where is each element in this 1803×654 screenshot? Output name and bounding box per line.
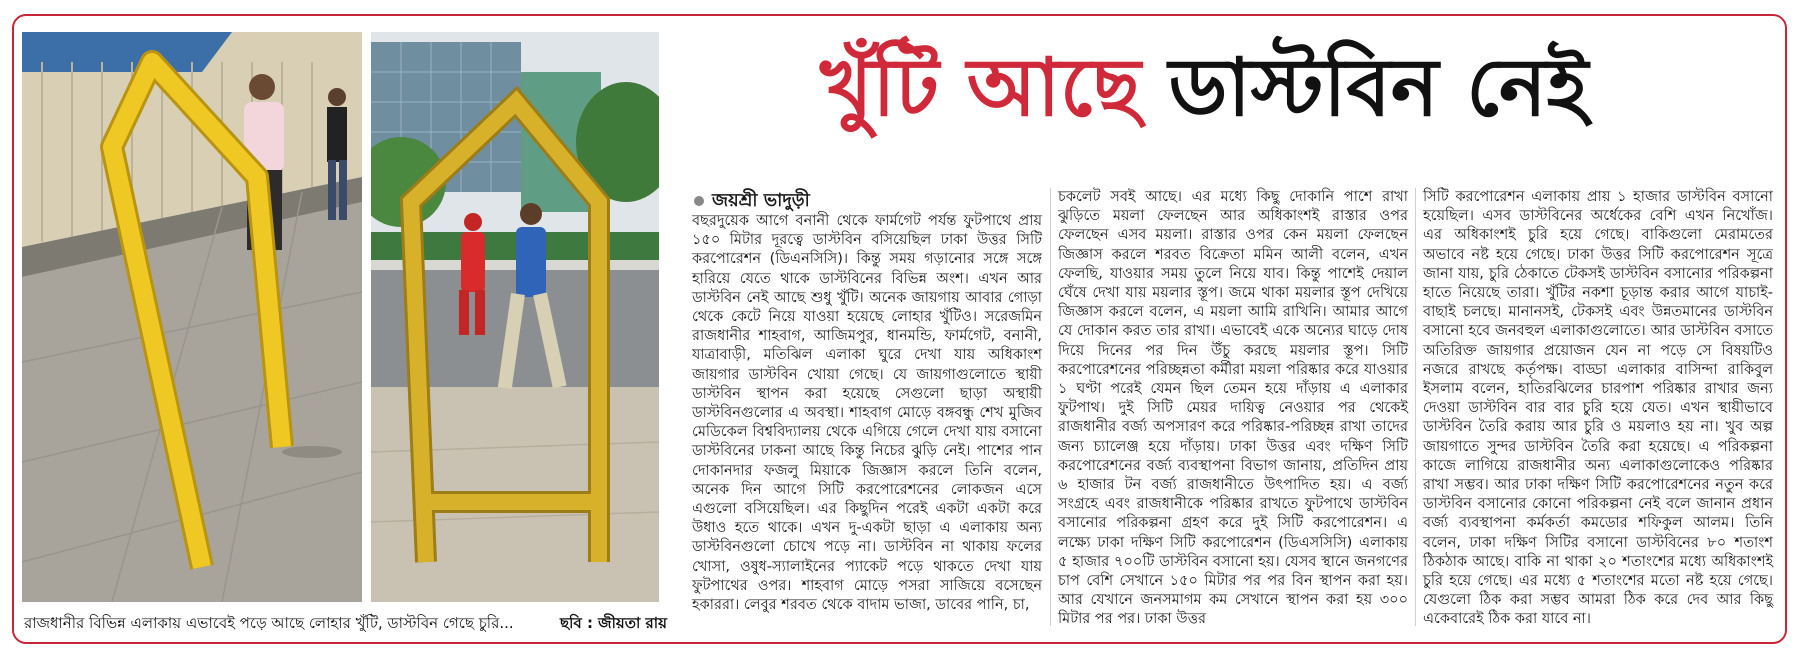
article-column-2: চকলেট সবই আছে। এর মধ্যে কিছু দোকানি পাশে রাখা ঝুড়িতে ময়লা ফেলছেন আর অধিকাংশই রাস্তার ওপর ফেলছেন এসব ময়লা। রাস্তার ওপর কেন ময়লা ফেলছেন জিজ্ঞাস করলে শরবত বিক্রেতা মমিন আলী বলেন, এখন ফেলছি, যাওয়ার সময় তুলে নিয়ে যাব। কিন্তু পাশেই দেয়াল ঘেঁষে দেখা যায় ময়লার স্তূপ। জমে থাকা ময়লার স্তূপ দেখিয়ে জিজ্ঞাস করলে বলেন, এ ময়লা আমি রাখিনি। আমার আগে যে দোকান করত তার রাখা। এভাবেই একে অন্যের ঘাড়ে দোষ দিয়ে দিনের পর দিন উঁচু করছে ময়লার স্তূপ। সিটি করপোরেশনের পরিচ্ছন্নতা কর্মীরা ময়লা পরিষ্কার করে যাওয়ার ১ ঘণ্টা পরেই যেমন ছিল তেমন হয়ে দাঁড়ায় এ এলাকার ফুটপাথ। দুই সিটি মেয়র দায়িত্ব নেওয়ার পর থেকেই রাজধানীর বর্জ্য অপসারণ করে পরিষ্কার-পরিচ্ছন্ন রাখা তাদের জন্য চ্যালেঞ্জ হয়ে দাঁড়ায়। ঢাকা উত্তর এবং দক্ষিণ সিটি করপোরেশনের বর্জ্য ব্যবস্থাপনা বিভাগ জানায়, প্রতিদিন প্রায় ৬ হাজার টন বর্জ্য রাজধানীতে উৎপাদিত হয়। এ বর্জ্য সংগ্রহে এবং রাজধানীকে পরিষ্কার রাখতে ফুটপাথে ডাস্টবিন বসানোর পরিকল্পনা গ্রহণ করে দুই সিটি করপোরেশন। এ লক্ষ্যে ঢাকা দক্ষিণ সিটি করপোরেশন (ডিএসসিসি) এলাকায় ৫ হাজার ৭০০টি ডাস্টবিন বসানো হয়। যেসব স্থানে জনগণের চাপ বেশি সেখানে ১৫০ মিটার পর পর বিন স্থাপন করা হয়। আর যেখানে জনসমাগম কম সেখানে স্থাপন করা হয় ৩০০ মিটার পর পর। ঢাকা উত্তর [1058,189,1408,628]
headline-black-part: ডাস্টবিন নেই [1168,41,1589,134]
author-name: জয়শ্রী ভাদুড়ী [712,190,810,211]
headline-red-part: খুঁটি আছে [820,41,1141,134]
photo-credit: ছবি : জীয়তা রায় [560,614,667,632]
article-column-3: সিটি করপোরেশন এলাকায় প্রায় ১ হাজার ডাস্টবিন বসানো হয়েছিল। এসব ডাস্টবিনের অর্ধেকের বেশি এখন নিখোঁজ। এর অধিকাংশই চুরি হয়ে গেছে। বাকিগুলো মেরামতের অভাবে নষ্ট হয়ে গেছে। ঢাকা উত্তর সিটি করপোরেশন সূত্রে জানা যায়, চুরি ঠেকাতে টেকসই ডাস্টবিন বসানোর পরিকল্পনা হাতে নিয়েছে তারা। খুঁটির নকশা চূড়ান্ত করার আগে যাচাই-বাছাই চলছে। মানানসই, টেকসই এবং উন্নতমানের ডাস্টবিন বসানো হবে জনবহুল এলাকাগুলোতে। আর ডাস্টবিন বসাতে অতিরিক্ত জায়গার প্রয়োজন যেন না পড়ে সে বিষয়টিও নজরে রাখছে কর্তৃপক্ষ। বাড্ডা এলাকার বাসিন্দা রাকিবুল ইসলাম বলেন, হাতিরঝিলের চারপাশ পরিষ্কার রাখার জন্য দেওয়া ডাস্টবিন বার বার চুরি হয়ে যেত। এখন স্থায়ীভাবে ডাস্টবিন তৈরি করায় আর চুরি ও ময়লাও হয় না। খুব অল্প জায়গাতে সুন্দর ডাস্টবিন তৈরি করা হয়েছে। এ পরিকল্পনা কাজে লাগিয়ে রাজধানীর অন্য এলাকাগুলোকেও পরিষ্কার রাখা সম্ভব। আর ঢাকা দক্ষিণ সিটি করপোরেশনের নতুন করে ডাস্টবিন বসানোর কোনো পরিকল্পনা নেই বলে জানান প্রধান বর্জ্য ব্যবস্থাপনা কর্মকর্তা কমডোর শফিকুল আলম। তিনি বলেন, ঢাকা দক্ষিণ সিটির বসানো ডাস্টবিনের ৮০ শতাংশ ঠিকঠাক আছে। বাকি না থাকা ২০ শতাংশের মধ্যে অধিকাংশই চুরি হয়ে গেছে। এর মধ্যে ৫ শতাংশের মতো নষ্ট হয়ে গেছে। যেগুলো ঠিক করা সম্ভব আমরা ঠিক করে দেব আর কিছু একেবারেই ঠিক করা যাবে না। [1423,189,1773,628]
photo-arch-frame [371,32,659,602]
photo-bent-post [22,32,362,602]
headline [820,28,1588,148]
photo-caption: রাজধানীর বিভিন্ন এলাকায় এভাবেই পড়ে আছে লোহার খুঁটি, ডাস্টবিন গেছে চুরি... [24,614,514,632]
column-divider [1415,188,1416,626]
article-column-1: বছরদুয়েক আগে বনানী থেকে ফার্মগেট পর্যন্ত ফুটপাথে প্রায় ১৫০ মিটার দূরত্বে ডাস্টবিন বসিয়েছিল ঢাকা উত্তর সিটি করপোরেশন (ডিএনসিসি)। কিন্তু সময় গড়ানোর সঙ্গে সঙ্গে হারিয়ে যেতে থাকে ডাস্টবিনের বিভিন্ন অংশ। এখন আর ডাস্টবিন নেই আছে শুধু খুঁটি। অনেক জায়গায় আবার গোড়া থেকে কেটে নিয়ে যাওয়া হয়েছে লোহার খুঁটিও। সরেজমিন রাজধানীর শাহবাগ, আজিমপুর, ধানমন্ডি, ফার্মগেট, বনানী, যাত্রাবাড়ী, মতিঝিল এলাকা ঘুরে দেখা যায় অধিকাংশ জায়গার ডাস্টবিন খোয়া গেছে। যে জায়গাগুলোতে স্থায়ী ডাস্টবিন স্থাপন করা হয়েছে সেগুলো ছাড়া অস্থায়ী ডাস্টবিনগুলোর এ অবস্থা। শাহবাগ মোড়ে বঙ্গবন্ধু শেখ মুজিব মেডিকেল বিশ্ববিদ্যালয় থেকে এগিয়ে গেলে দেখা যায় বসানো ডাস্টবিনের ঢাকনা আছে কিন্তু নিচের ঝুড়ি নেই। পাশের পান দোকানদার ফজলু মিয়াকে জিজ্ঞাস করলে তিনি বলেন, অনেক দিন আগে সিটি করপোরেশনের লোকজন এসে এগুলো বসিয়েছিল। এর কিছুদিন পরেই একটা একটা করে উধাও হতে থাকে। এখন দু-একটা ছাড়া এ এলাকায় অন্য ডাস্টবিনগুলো চোখে পড়ে না। ডাস্টবিন না থাকায় ফলের খোসা, ওষুধ-স্যালাইনের প্যাকেট পড়ে থাকতে দেখা যায় ফুটপাথের ওপর। শাহবাগ মোড়ে পসরা সাজিয়ে বসেছেন হকাররা। লেবুর শরবত থেকে বাদাম ভাজা, ডাবের পানি, চা, [692,213,1042,614]
column-divider [1050,188,1051,626]
bullet-icon [694,196,704,206]
